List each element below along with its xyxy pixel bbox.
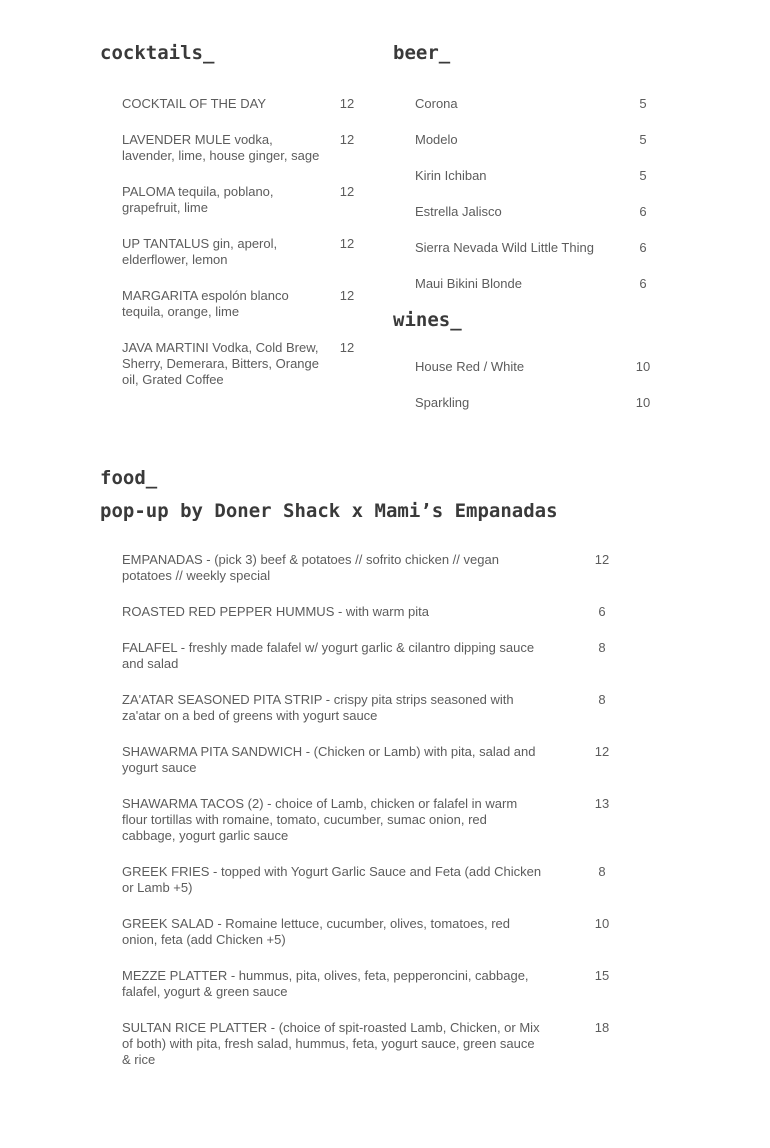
item-name: COCKTAIL OF THE DAY	[122, 96, 266, 111]
menu-item	[122, 340, 362, 388]
item-name: PALOMA tequila, poblano, grapefruit, lime	[122, 184, 274, 215]
menu-item	[122, 968, 620, 1000]
menu-item	[122, 1020, 620, 1068]
item-price: 15	[594, 968, 610, 983]
item-price: 8	[598, 692, 606, 707]
menu-item	[122, 916, 620, 948]
menu-item	[122, 604, 620, 620]
item-name: UP TANTALUS gin, aperol, elderflower, lemon	[122, 236, 278, 267]
menu-item	[122, 552, 620, 584]
menu-item	[122, 288, 362, 320]
cocktails-list	[100, 96, 362, 388]
menu-item	[415, 359, 653, 375]
item-price: 12	[339, 236, 355, 251]
item-name: ZA'ATAR SEASONED PITA STRIP - crispy pita strips seasoned with za'atar on a bed of greens with yogurt sauce	[122, 692, 514, 723]
item-name: ROASTED RED PEPPER HUMMUS - with warm pita	[122, 604, 429, 619]
item-price: 6	[639, 276, 647, 291]
menu-item	[122, 96, 362, 112]
item-name: LAVENDER MULE vodka, lavender, lime, house ginger, sage	[122, 132, 320, 163]
menu-item	[122, 692, 620, 724]
item-name: SHAWARMA TACOS (2) - choice of Lamb, chicken or falafel in warm flour tortillas with romaine, tomato, cucumber, sumac onion, red cabbage, yogurt garlic sauce	[122, 796, 518, 843]
item-price: 5	[639, 132, 647, 147]
cocktails-title: cocktails_	[100, 42, 215, 64]
item-price: 5	[639, 96, 647, 111]
item-price: 6	[598, 604, 606, 619]
menu-item	[415, 168, 653, 184]
menu-item	[122, 132, 362, 164]
menu-item	[415, 240, 653, 256]
item-name: Estrella Jalisco	[415, 204, 502, 219]
item-price: 10	[594, 916, 610, 931]
food-title: food_	[100, 467, 158, 489]
item-price: 12	[339, 132, 355, 147]
item-price: 10	[635, 395, 651, 410]
item-name: JAVA MARTINI Vodka, Cold Brew, Sherry, Demerara, Bitters, Orange oil, Grated Coffee	[122, 340, 319, 387]
item-name: Sparkling	[415, 395, 470, 410]
item-name: Modelo	[415, 132, 458, 147]
item-price: 6	[639, 240, 647, 255]
menu-item	[415, 395, 653, 411]
item-price: 8	[598, 640, 606, 655]
menu-item	[122, 796, 620, 844]
wines-title: wines_	[393, 309, 462, 331]
item-price: 12	[339, 288, 355, 303]
food-list	[100, 552, 620, 1068]
item-name: SULTAN RICE PLATTER - (choice of spit-roasted Lamb, Chicken, or Mix of both) with pita, fresh salad, hummus, feta, yogurt sauce, green sauce & rice	[122, 1020, 540, 1067]
menu-item	[122, 184, 362, 216]
menu-item	[415, 96, 653, 112]
item-name: Corona	[415, 96, 458, 111]
item-name: MARGARITA espolón blanco tequila, orange, lime	[122, 288, 289, 319]
item-price: 13	[594, 796, 610, 811]
food-section	[100, 466, 620, 1088]
item-name: House Red / White	[415, 359, 525, 374]
item-price: 12	[339, 96, 355, 111]
menu-item	[415, 132, 653, 148]
food-subtitle: pop-up by Doner Shack x Mami’s Empanadas	[100, 500, 558, 522]
item-name: Kirin Ichiban	[415, 168, 487, 183]
item-price: 12	[339, 184, 355, 199]
item-name: EMPANADAS - (pick 3) beef & potatoes // sofrito chicken // vegan potatoes // weekly special	[122, 552, 499, 583]
item-name: MEZZE PLATTER - hummus, pita, olives, feta, pepperoncini, cabbage, falafel, yogurt & green sauce	[122, 968, 529, 999]
item-name: SHAWARMA PITA SANDWICH - (Chicken or Lamb) with pita, salad and yogurt sauce	[122, 744, 536, 775]
item-name: GREEK SALAD - Romaine lettuce, cucumber, olives, tomatoes, red onion, feta (add Chicken +5)	[122, 916, 511, 947]
menu-item	[415, 276, 653, 292]
item-price: 12	[594, 744, 610, 759]
item-name: Maui Bikini Blonde	[415, 276, 522, 291]
beer-title: beer_	[393, 42, 451, 64]
item-price: 8	[598, 864, 606, 879]
menu-item	[122, 640, 620, 672]
cocktails-section	[100, 41, 362, 408]
item-price: 12	[594, 552, 610, 567]
menu-item	[122, 864, 620, 896]
item-name: GREEK FRIES - topped with Yogurt Garlic Sauce and Feta (add Chicken or Lamb +5)	[122, 864, 542, 895]
menu-item	[415, 204, 653, 220]
menu-item	[122, 236, 362, 268]
item-name: FALAFEL - freshly made falafel w/ yogurt garlic & cilantro dipping sauce and salad	[122, 640, 535, 671]
item-price: 6	[639, 204, 647, 219]
wines-list	[393, 359, 653, 411]
menu-item	[122, 744, 620, 776]
item-price: 12	[339, 340, 355, 355]
item-price: 10	[635, 359, 651, 374]
drinks-column	[393, 41, 653, 431]
beer-list	[393, 96, 653, 292]
item-price: 5	[639, 168, 647, 183]
item-price: 18	[594, 1020, 610, 1035]
item-name: Sierra Nevada Wild Little Thing	[415, 240, 594, 255]
